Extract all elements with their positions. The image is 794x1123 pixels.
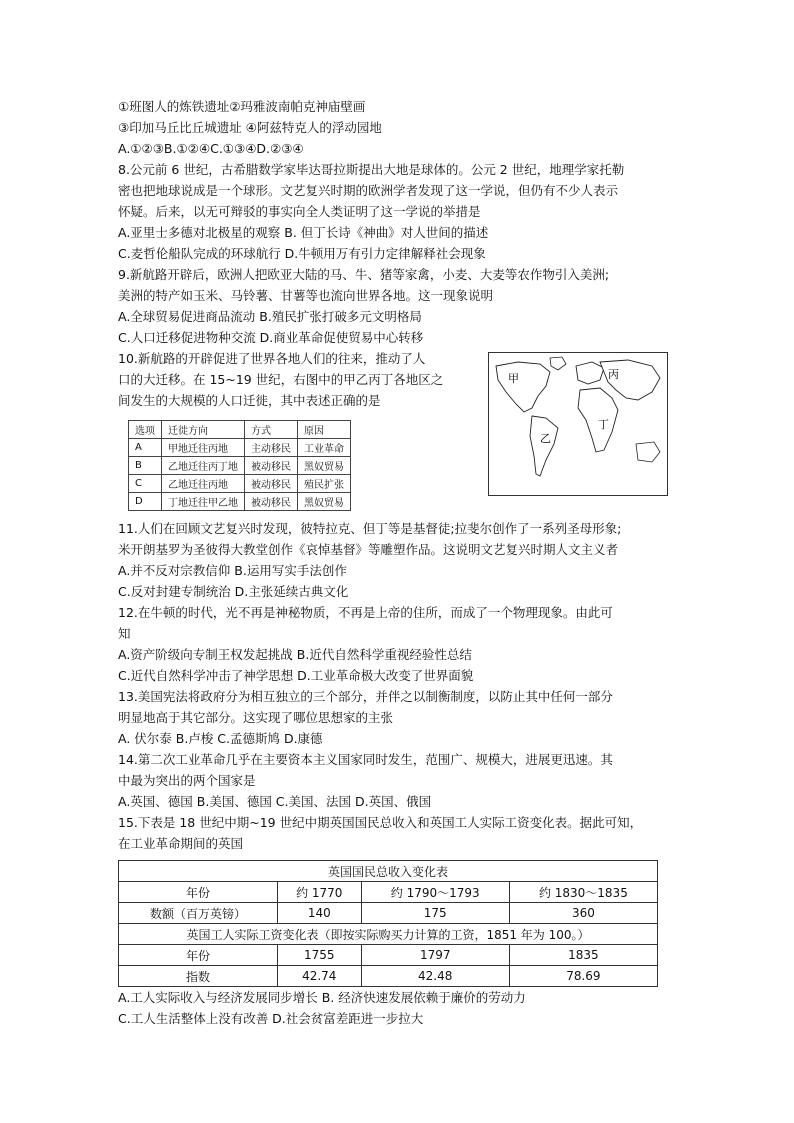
table-cell: 42.74 xyxy=(277,966,361,987)
q14-options: A.英国、德国 B.美国、德国 C.美国、法国 D.英国、俄国 xyxy=(118,794,432,809)
q7-answers: A.①②③B.①②④C.①③④D.②③④ xyxy=(118,141,304,156)
q12-stem-2: 知 xyxy=(118,626,131,641)
q14-stem-2: 中最为突出的两个国家是 xyxy=(118,773,256,788)
table-cell: 约 1830～1835 xyxy=(509,882,657,903)
migration-table xyxy=(128,420,351,511)
wage-table-title: 英国工人实际工资变化表（即按实际购买力计算的工资，1851 年为 100。） xyxy=(119,924,658,945)
table-row xyxy=(119,966,658,987)
table-row xyxy=(119,882,658,903)
table-row xyxy=(129,475,351,493)
q13-options: A. 伏尔泰 B.卢梭 C.孟德斯鸠 D.康德 xyxy=(118,731,323,746)
q8-stem-3: 怀疑。后来，以无可辩驳的事实向全人类证明了这一学说的举措是 xyxy=(118,204,481,219)
q13-stem-1: 13.美国宪法将政府分为相互独立的三个部分，并伴之以制衡制度，以防止其中任何一部分 xyxy=(118,689,613,704)
q11-stem-2: 米开朗基罗为圣彼得大教堂创作《哀悼基督》等雕塑作品。这说明文艺复兴时期人文主义者 xyxy=(118,542,619,557)
migration-table-header xyxy=(129,421,351,439)
table-cell: 年份 xyxy=(119,882,278,903)
q15-stem-1: 15.下表是 18 世纪中期~19 世纪中期英国国民总收入和英国工人实际工资变化表。据此可知， xyxy=(118,815,643,830)
table-row xyxy=(119,861,658,882)
table-cell: B xyxy=(129,457,162,475)
table-row xyxy=(129,493,351,511)
q11-stem-1: 11.人们在回顾文艺复兴时发现，彼特拉克、但丁等是基督徒;拉斐尔创作了一系列圣母形象; xyxy=(118,521,622,536)
table-cell: 殖民扩张 xyxy=(298,475,351,493)
migration-header-cell: 选项 xyxy=(129,421,162,439)
q12-stem-1: 12.在牛顿的时代，光不再是神秘物质，不再是上帝的住所，而成了一个物理现象。由此可 xyxy=(118,605,613,620)
table-cell: 甲地迁往丙地 xyxy=(162,439,245,457)
q15-stem-2: 在工业革命期间的英国 xyxy=(118,836,244,851)
world-map-figure xyxy=(488,352,668,496)
map-label-ding: 丁 xyxy=(598,418,609,431)
q8-options-2: C.麦哲伦船队完成的环球航行 D.牛顿用万有引力定律解释社会现象 xyxy=(118,246,486,261)
income-table-title: 英国国民总收入变化表 xyxy=(119,861,658,882)
q7-option-line-1: ①班图人的炼铁遗址②玛雅波南帕克神庙壁画 xyxy=(118,99,366,114)
table-cell: 黑奴贸易 xyxy=(298,493,351,511)
q9-stem-2: 美洲的特产如玉米、马铃薯、甘薯等也流向世界各地。这一现象说明 xyxy=(118,288,494,303)
table-row xyxy=(129,457,351,475)
map-label-yi: 乙 xyxy=(540,432,551,445)
q11-options-2: C.反对封建专制统治 D.主张延续古典文化 xyxy=(118,584,349,599)
table-cell: D xyxy=(129,493,162,511)
map-label-jia: 甲 xyxy=(508,372,519,385)
q8-stem-2: 密也把地球说成是一个球形。文艺复兴时期的欧洲学者发现了这一学说，但仍有不少人表示 xyxy=(118,183,619,198)
q9-stem-1: 9.新航路开辟后，欧洲人把欧亚大陆的马、牛、猪等家禽，小麦、大麦等农作物引入美洲; xyxy=(118,267,610,282)
table-cell: 丁地迁往甲乙地 xyxy=(162,493,245,511)
q10-block xyxy=(118,348,678,518)
table-cell: 1835 xyxy=(509,945,657,966)
table-cell: 140 xyxy=(277,903,361,924)
table-cell: 主动移民 xyxy=(245,439,298,457)
q9-options-2: C.人口迁移促进物种交流 D.商业革命促使贸易中心转移 xyxy=(118,330,424,345)
q7-option-line-2: ③印加马丘比丘城遗址 ④阿兹特克人的浮动园地 xyxy=(118,120,382,135)
table-cell: 约 1790～1793 xyxy=(361,882,509,903)
migration-header-cell: 方式 xyxy=(245,421,298,439)
table-cell: 被动移民 xyxy=(245,457,298,475)
migration-header-cell: 原因 xyxy=(298,421,351,439)
q10-stem-3: 间发生的大规模的人口迁徙，其中表述正确的是 xyxy=(118,393,381,408)
table-cell: 被动移民 xyxy=(245,493,298,511)
table-cell: 360 xyxy=(509,903,657,924)
q11-options-1: A.并不反对宗教信仰 B.运用写实手法创作 xyxy=(118,563,347,578)
table-cell: 1797 xyxy=(361,945,509,966)
q10-stem-2: 口的大迁移。在 15~19 世纪，右图中的甲乙丙丁各地区之 xyxy=(118,372,444,387)
table-cell: 约 1770 xyxy=(277,882,361,903)
q15-options-2: C.工人生活整体上没有改善 D.社会贫富差距进一步拉大 xyxy=(118,1011,424,1026)
table-cell: 被动移民 xyxy=(245,475,298,493)
q10-stem-1: 10.新航路的开辟促进了世界各地人们的往来，推动了人 xyxy=(118,351,426,366)
q15-options-1: A.工人实际收入与经济发展同步增长 B. 经济快速发展依赖于廉价的劳动力 xyxy=(118,990,526,1005)
table-row xyxy=(119,903,658,924)
q9-options-1: A.全球贸易促进商品流动 B.殖民扩张打破多元文明格局 xyxy=(118,309,422,324)
income-wage-table xyxy=(118,860,658,987)
table-row xyxy=(119,924,658,945)
q12-options-1: A.资产阶级向专制王权发起挑战 B.近代自然科学重视经验性总结 xyxy=(118,647,472,662)
exam-page xyxy=(118,96,678,1029)
table-cell: 175 xyxy=(361,903,509,924)
table-cell: 黑奴贸易 xyxy=(298,457,351,475)
table-cell: 乙地迁往丙地 xyxy=(162,475,245,493)
table-cell: 42.48 xyxy=(361,966,509,987)
q14-stem-1: 14.第二次工业革命几乎在主要资本主义国家同时发生，范围广、规模大，进展更迅速。其 xyxy=(118,752,613,767)
q8-stem-1: 8.公元前 6 世纪，古希腊数学家毕达哥拉斯提出大地是球体的。公元 2 世纪，地理学家托勒 xyxy=(118,162,625,177)
table-row xyxy=(129,439,351,457)
table-cell: A xyxy=(129,439,162,457)
q8-options-1: A.亚里士多德对北极星的观察 B. 但丁长诗《神曲》对人世间的描述 xyxy=(118,225,489,240)
table-cell: 数额（百万英镑） xyxy=(119,903,278,924)
table-cell: C xyxy=(129,475,162,493)
map-label-bing: 丙 xyxy=(608,368,619,381)
table-cell: 指数 xyxy=(119,966,278,987)
table-cell: 1755 xyxy=(277,945,361,966)
table-cell: 78.69 xyxy=(509,966,657,987)
table-cell: 工业革命 xyxy=(298,439,351,457)
table-cell: 乙地迁往丙丁地 xyxy=(162,457,245,475)
migration-header-cell: 迁徙方向 xyxy=(162,421,245,439)
q13-stem-2: 明显地高于其它部分。这实现了哪位思想家的主张 xyxy=(118,710,394,725)
q12-options-2: C.近代自然科学冲击了神学思想 D.工业革命极大改变了世界面貌 xyxy=(118,668,474,683)
table-row xyxy=(119,945,658,966)
table-cell: 年份 xyxy=(119,945,278,966)
